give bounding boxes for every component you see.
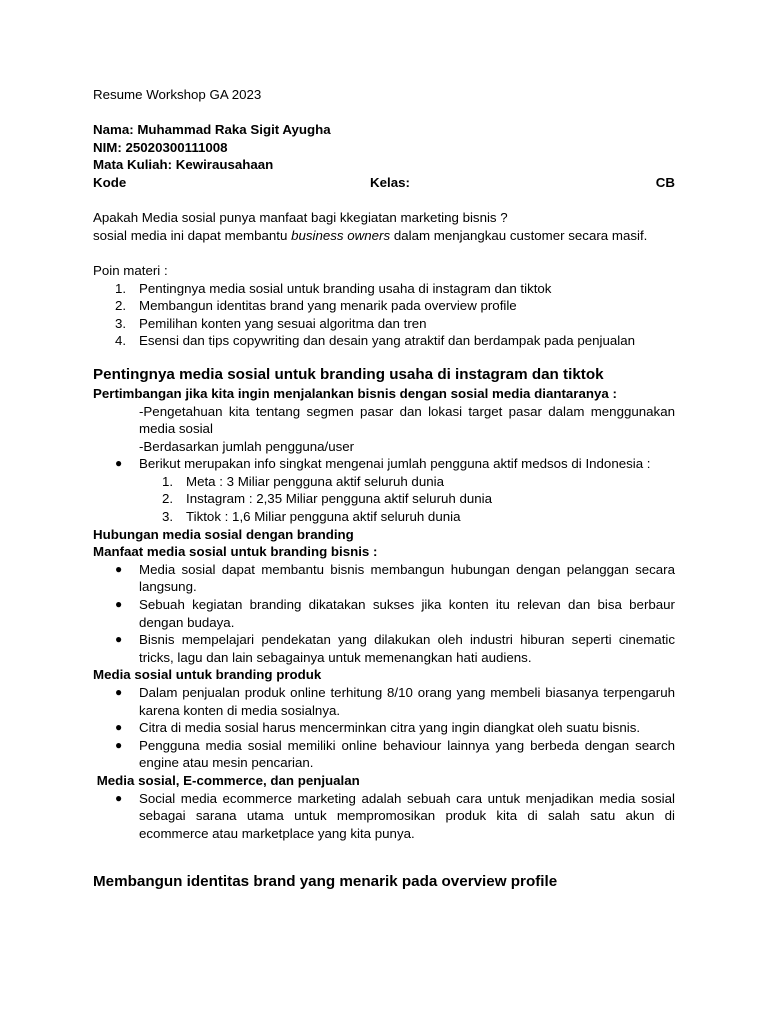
kelas-value: CB <box>655 174 675 190</box>
intro-answer <box>93 227 675 245</box>
pertimbangan-line-1: -Pengetahuan kita tentang segmen pasar dan lokasi target pasar dalam menggunakan media sosial <box>139 403 675 437</box>
list-item: ● Sebuah kegiatan branding dikatakan sukses jika konten itu relevan dan bisa berbaur dengan budaya. <box>115 597 675 630</box>
kode-kelas-row <box>93 174 675 192</box>
intro-answer-emphasis: business owners <box>291 227 391 243</box>
section1-subheading-produk: Media sosial untuk branding produk <box>93 667 322 683</box>
bullet-icon: ● <box>115 685 123 699</box>
course-name: Mata Kuliah: Kewirausahaan <box>93 157 274 173</box>
bullet-icon: ● <box>115 790 123 805</box>
kelas-label: Kelas: <box>370 174 410 190</box>
list-item: 3. Pemilihan konten yang sesuai algoritma dan tren <box>115 315 427 331</box>
poin-label: Poin materi : <box>93 262 168 278</box>
ecommerce-list <box>93 790 675 843</box>
student-name: Nama: Muhammad Raka Sigit Ayugha <box>93 122 331 138</box>
stats-list <box>93 473 675 526</box>
list-item: 1. Meta : 3 Miliar pengguna aktif seluruh dunia <box>162 473 444 489</box>
manfaat-list <box>93 561 675 667</box>
section1-subheading-pertimbangan: Pertimbangan jika kita ingin menjalankan bisnis dengan sosial media diantaranya : <box>93 385 617 401</box>
info-bullet-list <box>93 455 675 473</box>
section2-heading: Membangun identitas brand yang menarik pada overview profile <box>93 873 558 891</box>
section1-subheading-manfaat: Manfaat media sosial untuk branding bisnis : <box>93 544 378 560</box>
section1-heading: Pentingnya media sosial untuk branding usaha di instagram dan tiktok <box>93 365 604 383</box>
list-item: ● Berikut merupakan info singkat mengenai jumlah pengguna aktif medsos di Indonesia : <box>115 456 651 472</box>
bullet-icon: ● <box>115 632 123 647</box>
list-item: 3. Tiktok : 1,6 Miliar pengguna aktif seluruh dunia <box>162 509 461 525</box>
bullet-icon: ● <box>115 561 123 576</box>
list-item: ● Dalam penjualan produk online terhitung 8/10 orang yang membeli biasanya terpengaruh karena konten di media sosialnya. <box>115 685 675 718</box>
bullet-icon: ● <box>115 720 123 735</box>
list-item: 2. Instagram : 2,35 Miliar pengguna aktif seluruh dunia <box>162 491 493 507</box>
document-page <box>93 86 675 892</box>
produk-list <box>93 684 675 772</box>
bullet-icon: ● <box>115 737 123 752</box>
document-title: Resume Workshop GA 2023 <box>93 87 262 102</box>
intro-question: Apakah Media sosial punya manfaat bagi kkegiatan marketing bisnis ? <box>93 210 508 226</box>
list-item: 1. Pentingnya media sosial untuk branding usaha di instagram dan tiktok <box>115 280 552 296</box>
poin-list <box>93 280 675 350</box>
list-item: ● Bisnis mempelajari pendekatan yang dilakukan oleh industri hiburan seperti cinematic tricks, lagu dan lain sebagainya untuk memenangkan hati audiens. <box>115 632 675 665</box>
section1-subheading-ecommerce: Media sosial, E-commerce, dan penjualan <box>93 772 360 788</box>
intro-answer-part2: dalam menjangkau customer secara masif. <box>390 227 648 243</box>
list-item: ● Social media ecommerce marketing adalah sebuah cara untuk menjadikan media sosial sebagai sarana utama untuk mempromosikan produk kita di salah satu akun di ecommerce atau marketplace yang kita punya. <box>115 790 675 841</box>
list-item: 2. Membangun identitas brand yang menarik pada overview profile <box>115 298 517 314</box>
bullet-icon: ● <box>115 456 123 471</box>
section1-subheading-hubungan: Hubungan media sosial dengan branding <box>93 526 354 542</box>
intro-answer-part1: sosial media ini dapat membantu <box>93 227 292 243</box>
kode-label: Kode <box>93 174 127 190</box>
list-item: ● Media sosial dapat membantu bisnis membangun hubungan dengan pelanggan secara langsung. <box>115 561 675 595</box>
pertimbangan-line-2: -Berdasarkan jumlah pengguna/user <box>139 438 355 454</box>
list-item: 4. Esensi dan tips copywriting dan desain yang atraktif dan berdampak pada penjualan <box>115 333 636 349</box>
list-item: ● Pengguna media sosial memiliki online behaviour lainnya yang berbeda dengan search engine atau mesin pencarian. <box>115 737 675 771</box>
list-item: ● Citra di media sosial harus mencerminkan citra yang ingin diangkat oleh suatu bisnis. <box>115 720 641 736</box>
bullet-icon: ● <box>115 597 123 612</box>
student-nim: NIM: 25020300111008 <box>93 139 228 155</box>
